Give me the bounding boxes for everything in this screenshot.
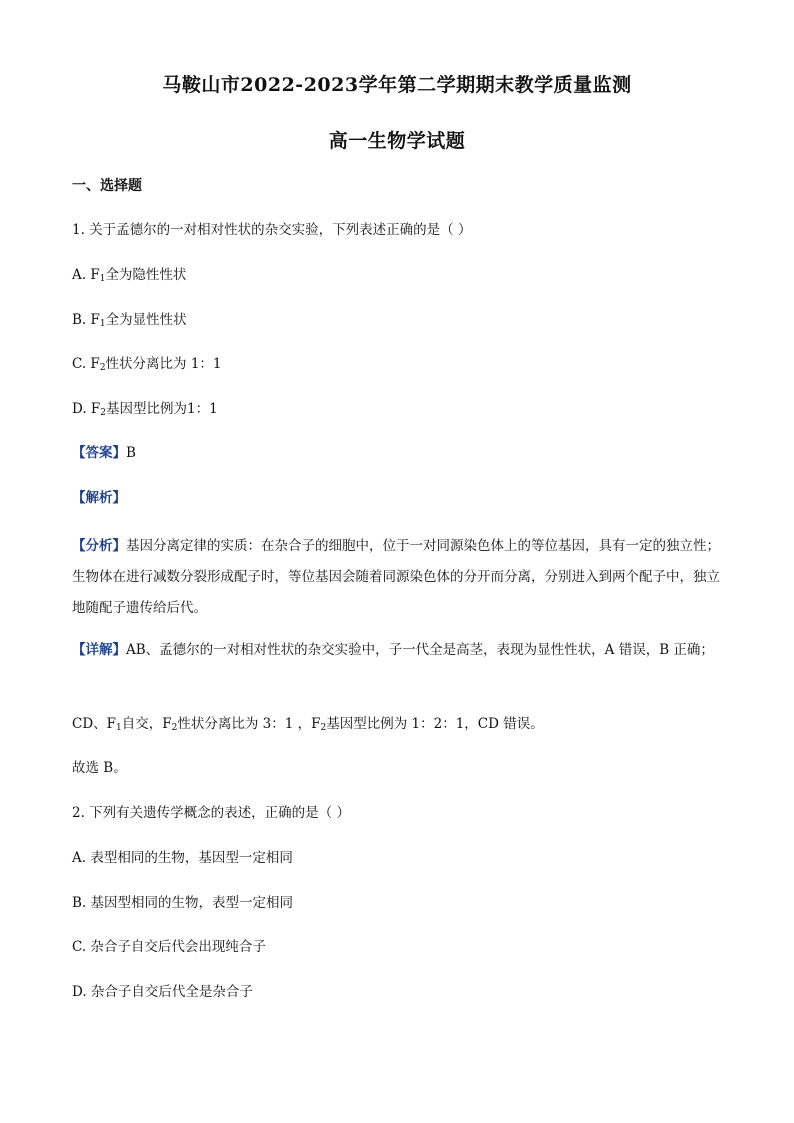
question-1-option-d (72, 399, 218, 419)
option-a-subscript: 1 (99, 274, 106, 284)
option-d-prefix: D. F (72, 401, 101, 417)
answer-line (72, 443, 136, 463)
jiexi-tag: 【解析】 (72, 490, 126, 506)
cd-part-1: CD、F (72, 716, 117, 732)
cd-part-4: 基因型比例为 1：2：1，CD 错误。 (326, 716, 544, 732)
question-1-option-b (72, 310, 187, 330)
question-1-stem: 1. 关于孟德尔的一对相对性状的杂交实验，下列表述正确的是（ ） (72, 222, 472, 238)
detail-line-cd (72, 714, 544, 734)
question-2-option-a: A. 表型相同的生物，基因型一定相同 (72, 850, 293, 866)
fenxi-tag: 【分析】 (72, 538, 126, 554)
detail-paragraph (72, 635, 722, 666)
conclusion-line: 故选 B。 (72, 760, 127, 776)
option-d-subscript: 2 (100, 408, 107, 418)
option-b-subscript: 1 (99, 319, 106, 329)
answer-tag: 【答案】 (72, 445, 126, 461)
option-a-prefix: A. F (72, 267, 100, 283)
analysis-paragraph (72, 531, 722, 624)
xiangjie-tag: 【详解】 (72, 642, 126, 658)
option-c-text: 性状分离比为 1：1 (105, 356, 222, 372)
question-2-option-b: B. 基因型相同的生物，表型一定相同 (72, 895, 294, 911)
document-subtitle: 高一生物学试题 (328, 130, 466, 152)
option-b-text: 全为显性性状 (105, 312, 187, 328)
question-2-option-c: C. 杂合子自交后代会出现纯合子 (72, 939, 266, 955)
fenxi-text: 基因分离定律的实质：在杂合子的细胞中，位于一对同源染色体上的等位基因，具有一定的独立性；生物体在进行减数分裂形成配子时，等位基因会随着同源染色体的分开而分离，分别进入到两个配子中，独立地随配子遗传给后代。 (72, 538, 720, 616)
question-2-stem: 2. 下列有关遗传学概念的表述，正确的是（ ） (72, 805, 350, 821)
option-d-text: 基因型比例为1：1 (106, 401, 218, 417)
question-1-option-a (72, 265, 186, 285)
document-title: 马鞍山市2022-2023学年第二学期期末教学质量监测 (162, 74, 632, 96)
section-heading: 一、选择题 (72, 178, 142, 194)
option-c-prefix: C. F (72, 356, 100, 372)
option-c-subscript: 2 (99, 363, 106, 373)
question-1-option-c (72, 354, 222, 374)
option-a-text: 全为隐性性状 (105, 267, 187, 283)
option-b-prefix: B. F (72, 312, 100, 328)
jiexi-line (72, 488, 126, 508)
cd-sub-3: 2 (320, 723, 327, 733)
answer-value: B (126, 445, 136, 461)
cd-sub-1: 1 (116, 723, 122, 733)
cd-part-2: 自交，F (121, 716, 172, 732)
xiangjie-text: AB、孟德尔的一对相对性状的杂交实验中，子一代全是高茎，表现为显性性状，A 错误，B 正确； (126, 642, 714, 658)
cd-sub-2: 2 (171, 723, 178, 733)
cd-part-3: 性状分离比为 3：1 ，F (177, 716, 321, 732)
question-2-option-d: D. 杂合子自交后代全是杂合子 (72, 984, 253, 1000)
